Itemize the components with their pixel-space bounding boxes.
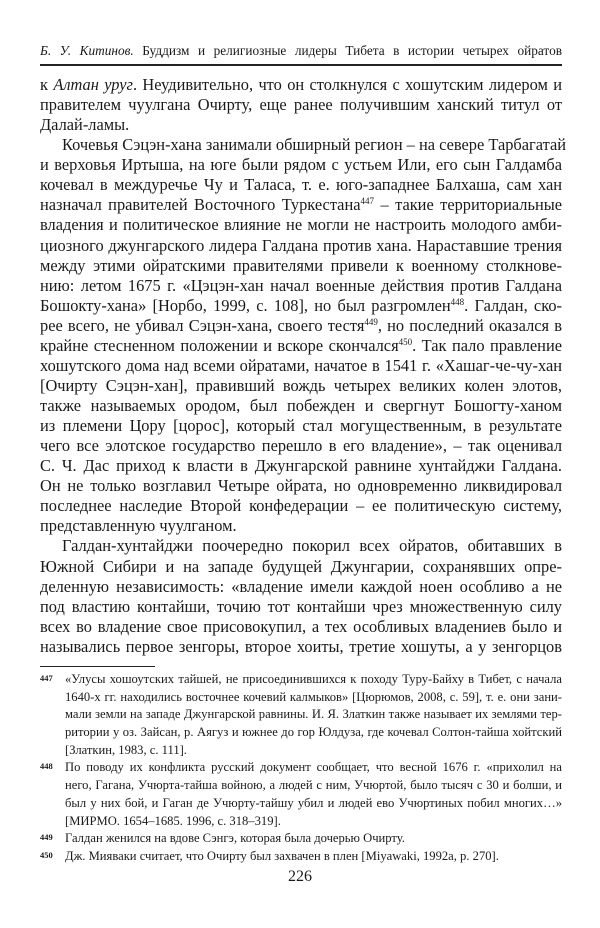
- footnote-line: 1640-х гг. находились восточнее кочевий калмыков» [Цюрюмов, 2008, с. 59], т. е. они зани-: [65, 689, 562, 704]
- text-segment: С. Ч. Дас приход к власти в Джунгарской равнине хунтайджи Галдана.: [40, 456, 562, 476]
- text-segment: последнее наследие Второй конфедерации – ее политическую систему,: [40, 496, 562, 516]
- running-header: [40, 43, 562, 59]
- footnote-line: [МИРМО. 1654–1685. 1996, с. 318–319].: [65, 813, 281, 828]
- text-line: [40, 637, 562, 657]
- text-line: [40, 496, 562, 516]
- footnote-line: Галдан женился на вдове Сэнгэ, которая была дочерью Очирту.: [65, 831, 405, 846]
- text-segment: Он не только возглавил Четыре ойрата, но одновременно ликвидировал: [40, 476, 562, 496]
- footnote-line: «Улусы хошоутских тайшей, не присоединившихся к походу Туру-Байху в Тибет, с начала: [65, 672, 562, 686]
- footnote: [40, 759, 562, 830]
- text-line: [40, 296, 562, 316]
- text-segment: всех во владение свое присовокупил, а тех особливых владениев было и: [40, 616, 562, 636]
- footnote-ref[interactable]: 449: [364, 316, 378, 327]
- text-line: [40, 597, 562, 617]
- footnote-number: 448: [40, 761, 53, 772]
- header-rule: [40, 64, 562, 66]
- text-segment: . Неудивительно, что он столкнулся с хошутским лидером и: [132, 75, 563, 94]
- footnote-ref[interactable]: 448: [450, 296, 465, 307]
- footnote-line: [Златкин, 1983, с. 111].: [65, 742, 187, 757]
- text-line: [40, 396, 562, 416]
- footnote-line: мали земли на западе Джунгарской равнины. И. Я. Златкин также называет их землями тер-: [65, 707, 562, 722]
- text-line: [40, 316, 562, 336]
- text-segment: чего все элотское государство перешло в его владение», – так оценивал: [40, 436, 562, 456]
- text-line: [40, 95, 562, 115]
- footnote-line: него, Гагана, Учюрта-тайша войною, а людей с ним, Учюртой, было тысяч с 30 и болши, и: [65, 778, 562, 793]
- text-line: [40, 115, 562, 135]
- footnote-separator: [40, 666, 155, 667]
- text-segment: рее всего, не убивал Сэцэн-хана, своего тестя: [40, 315, 365, 335]
- text-segment: Бошокту-хана» [Норбо, 1999, с. 108], но был разгромлен: [40, 295, 451, 315]
- text-line: [40, 256, 562, 276]
- text-line: [40, 577, 562, 597]
- text-segment: , но последний оказался в: [377, 315, 562, 335]
- text-line: [40, 436, 562, 456]
- text-segment: хошутского дома над всеми ойратами, начатое в 1541 г. «Хашаг-че-чу-хан: [40, 355, 562, 375]
- text-segment: между этими ойратскими правителями привели к военному столкнове-: [40, 255, 562, 275]
- text-segment: нию: летом 1675 г. «Цэцэн-хан начал военные действия против Галдана: [40, 275, 562, 295]
- text-segment: кочевал в междуречье Чу и Таласа, т. е. юго-западнее Балхаша, сам хан: [40, 175, 562, 195]
- text-line: [40, 155, 562, 175]
- header-author: Б. У. Китинов.: [40, 43, 134, 58]
- text-segment: также называемых ородом, был побежден и свергнут Бошогту-ханом: [40, 396, 562, 415]
- text-segment: к: [40, 75, 54, 94]
- footnote: [40, 848, 562, 866]
- text-segment: [Очирту Сэцэн-хан], правивший вождь четырех великих колен элотов,: [40, 375, 562, 395]
- text-segment: владения и политическое влияние не могли не настроить молодого амби-: [40, 215, 562, 235]
- text-segment: правителем чуулгана Очирту, еще ранее получившим ханский титул от: [40, 95, 562, 115]
- text-segment: Южной Сибири и на западе будущей Джунгарии, сохранявших опре-: [40, 556, 562, 576]
- footnote: [40, 671, 562, 759]
- text-line: [40, 236, 562, 256]
- text-line: [40, 376, 562, 396]
- header-title: Буддизм и религиозные лидеры Тибета в истории четырех ойратов: [142, 43, 562, 58]
- text-segment: под властию контайши, точию тот контайши чрез множественную силу: [40, 596, 562, 616]
- text-segment: крайне стесненном положении и вскоре скончался: [40, 335, 399, 355]
- footnote-number: 450: [40, 849, 53, 860]
- text-segment: назначал правителей Восточного Туркестана: [40, 195, 361, 215]
- footnotes: [40, 671, 562, 866]
- paragraph: [40, 536, 562, 656]
- text-line: [40, 195, 562, 215]
- text-segment: Далай-ламы.: [40, 115, 130, 135]
- text-segment: представленную чуулганом.: [40, 516, 237, 536]
- footnote-line: ритории у оз. Зайсан, р. Аягуз и южнее до гор Юлдуза, где кочевал Солтон-тайша хойтский: [65, 725, 562, 740]
- italic-term: Алтан уруг: [53, 75, 133, 94]
- text-segment: . Галдан, ско-: [464, 295, 562, 315]
- text-line: [40, 215, 562, 235]
- footnote-number: 449: [40, 832, 53, 843]
- text-line: [40, 416, 562, 436]
- footnote-line: был у них бой, и Гаган де Учюрту-тайшу убил и людей ево Учюртиных побил многих…»: [65, 795, 562, 810]
- footnote-line: Дж. Мияваки считает, что Очирту был захвачен в плен [Miyawaki, 1992a, p. 270].: [65, 848, 499, 863]
- text-line: [40, 516, 562, 536]
- text-line: [40, 356, 562, 376]
- footnote-ref[interactable]: 450: [398, 336, 413, 347]
- text-segment: из племени Цору [цорос], который стал могущественным, в результате: [40, 416, 562, 436]
- text-line: [40, 175, 562, 195]
- text-line: [40, 276, 562, 296]
- text-segment: Кочевья Сэцэн-хана занимали обширный регион – на севере Тарбагатай: [62, 135, 567, 155]
- footnote-number: 447: [40, 673, 53, 683]
- paragraph: [40, 135, 567, 536]
- text-line: [40, 617, 562, 637]
- text-segment: циозного джунгарского лидера Галдана против хана. Нараставшие трения: [40, 235, 562, 255]
- footnote-line: По поводу их конфликта русский документ сообщает, что весной 1676 г. «прихолил на: [65, 760, 562, 775]
- text-segment: . Так пало правление: [412, 335, 562, 355]
- paragraph: [40, 75, 562, 135]
- text-line: [40, 336, 562, 356]
- text-line: [40, 476, 562, 496]
- page-number: 226: [288, 868, 312, 885]
- text-line: [40, 75, 562, 95]
- footnote: [40, 830, 562, 848]
- text-segment: Галдан-хунтайджи поочередно покорил всех ойратов, обитавших в: [62, 536, 562, 556]
- text-line: [40, 557, 562, 577]
- text-line: [40, 135, 567, 155]
- text-segment: и верховья Иртыша, на юге были рядом с устьем Или, его сын Галдамба: [40, 155, 562, 175]
- main-text: [40, 75, 567, 657]
- text-segment: деленную независимость: «владение имели каждой ноен особливо а не: [40, 576, 562, 596]
- text-line: [40, 456, 562, 476]
- text-line: [40, 536, 562, 556]
- text-segment: назывались первое зенгоры, второе хоиты, третие хошуты, а у зенгорцов: [40, 636, 562, 656]
- footnote-ref[interactable]: 447: [360, 196, 375, 207]
- text-segment: – такие территориальные: [374, 195, 563, 215]
